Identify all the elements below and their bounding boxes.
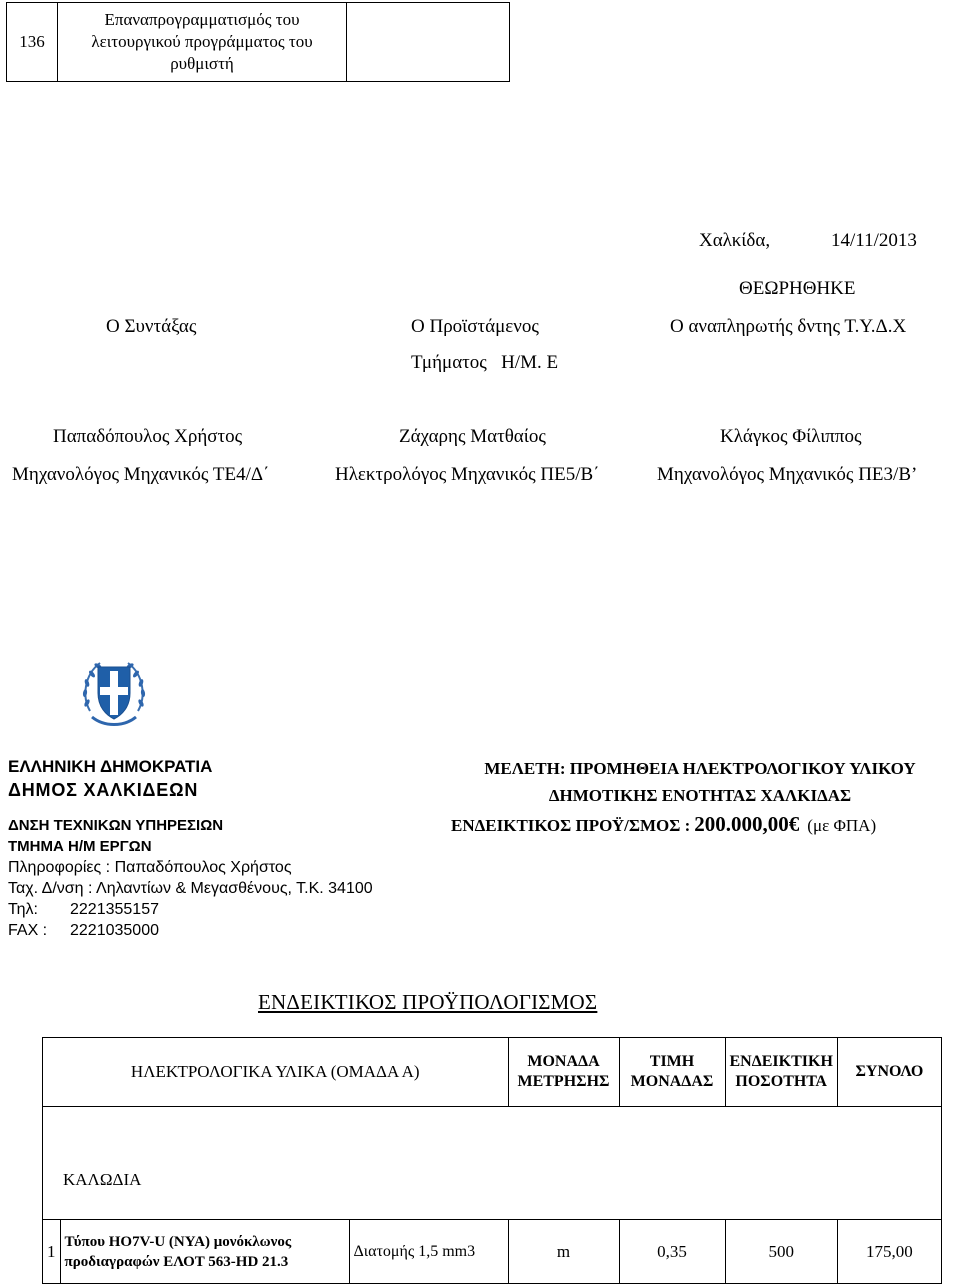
authority-municipality: ΔΗΜΟΣ ΧΑΛΚΙΔΕΩΝ — [8, 780, 199, 800]
budget-title: ΕΝΔΕΙΚΤΙΚΟΣ ΠΡΟΫΠΟΛΟΓΙΣΜΟΣ — [258, 990, 598, 1014]
header-price: ΤΙΜΗ ΜΟΝΑΔΑΣ — [619, 1038, 725, 1107]
row-price: 0,35 — [619, 1220, 725, 1284]
director-role: Ο αναπληρωτής δντης Τ.Υ.Δ.Χ — [670, 316, 907, 337]
study-unit: ΔΗΜΟΤΙΚΗΣ ΕΝΟΤΗΤΑΣ ΧΑΛΚΙΔΑΣ — [548, 786, 852, 805]
date-value: 14/11/2013 — [831, 230, 917, 251]
row-total: 175,00 — [837, 1220, 941, 1284]
author-role: Ο Συντάξας — [106, 316, 197, 337]
header-group: ΗΛΕΚΤΡΟΛΟΓΙΚΑ ΥΛΙΚΑ (ΟΜΑΔΑ Α) — [43, 1038, 509, 1107]
authority-department: ΤΜΗΜΑ Η/Μ ΕΡΓΩΝ — [8, 838, 152, 855]
director-name: Κλάγκος Φίλιππος — [720, 426, 862, 447]
author-title: Μηχανολόγος Μηχανικός ΤΕ4/Δ΄ — [12, 464, 270, 485]
supervisor-role: Ο Προϊστάμενος — [411, 316, 539, 337]
empty-cell — [347, 3, 510, 82]
item-description: Επαναπρογραμματισμός του λειτουργικού προγράμματος του ρυθμιστή — [58, 3, 347, 82]
supervisor-role-dept: Τμήματος Η/Μ. Ε — [411, 352, 559, 373]
row-description: Τύπου ΗΟ7V-U (NYA) μονόκλωνος προδιαγραφών ΕΛΟΤ 563-HD 21.3 — [60, 1220, 349, 1284]
supervisor-title: Ηλεκτρολόγος Μηχανικός ΠΕ5/Β΄ — [335, 464, 600, 485]
authority-address: Ταχ. Δ/νση : Ληλαντίων & Μεγασθένους, Τ.Κ. 34100 — [8, 880, 373, 897]
budget-label: ΕΝΔΕΙΚΤΙΚΟΣ ΠΡΟΫ/ΣΜΟΣ : — [451, 816, 691, 835]
section-label: ΚΑΛΩΔΙΑ — [43, 1107, 942, 1220]
study-title: ΜΕΛΕΤΗ: ΠΡΟΜΗΘΕΙΑ ΗΛΕΚΤΡΟΛΟΓΙΚΟΥ ΥΛΙΚΟΥ — [484, 759, 916, 778]
authority-republic: ΕΛΛΗΝΙΚΗ ΔΗΜΟΚΡΑΤΙΑ — [8, 757, 213, 776]
header-total: ΣΥΝΟΛΟ — [837, 1038, 941, 1107]
authority-phone-label: Τηλ: — [8, 901, 38, 918]
study-budget — [451, 812, 876, 837]
authority-directorate: ΔΝΣΗ ΤΕΧΝΙΚΩΝ ΥΠΗΡΕΣΙΩΝ — [8, 817, 224, 834]
authority-fax-label: FAX : — [8, 922, 48, 939]
budget-value: 200.000,00€ — [694, 812, 800, 836]
row-number: 1 — [43, 1220, 61, 1284]
row-qty: 500 — [725, 1220, 837, 1284]
author-name: Παπαδόπουλος Χρήστος — [53, 426, 243, 447]
date-place: Χαλκίδα, — [699, 230, 771, 251]
authority-info: Πληροφορίες : Παπαδόπουλος Χρήστος — [8, 859, 292, 876]
budget-table — [42, 1037, 942, 1284]
table-header-row — [43, 1038, 942, 1107]
supervisor-name: Ζάχαρης Ματθαίος — [399, 426, 546, 447]
director-title: Μηχανολόγος Μηχανικός ΠΕ3/Β’ — [657, 464, 918, 485]
approved-label: ΘΕΩΡΗΘΗΚΕ — [739, 278, 856, 299]
previous-page-table — [6, 2, 510, 82]
section-row — [43, 1107, 942, 1220]
item-number: 136 — [7, 3, 58, 82]
header-qty: ΕΝΔΕΙΚΤΙΚΗ ΠΟΣΟΤΗΤΑ — [725, 1038, 837, 1107]
header-unit: ΜΟΝΑΔΑ ΜΕΤΡΗΣΗΣ — [508, 1038, 619, 1107]
row-unit: m — [508, 1220, 619, 1284]
row-spec: Διατομής 1,5 mm3 — [349, 1220, 508, 1284]
budget-note: (με ΦΠΑ) — [807, 816, 877, 835]
table-row — [43, 1220, 942, 1284]
authority-phone: 2221355157 — [70, 901, 159, 918]
authority-fax: 2221035000 — [70, 922, 159, 939]
greek-coat-of-arms-icon — [78, 653, 150, 737]
